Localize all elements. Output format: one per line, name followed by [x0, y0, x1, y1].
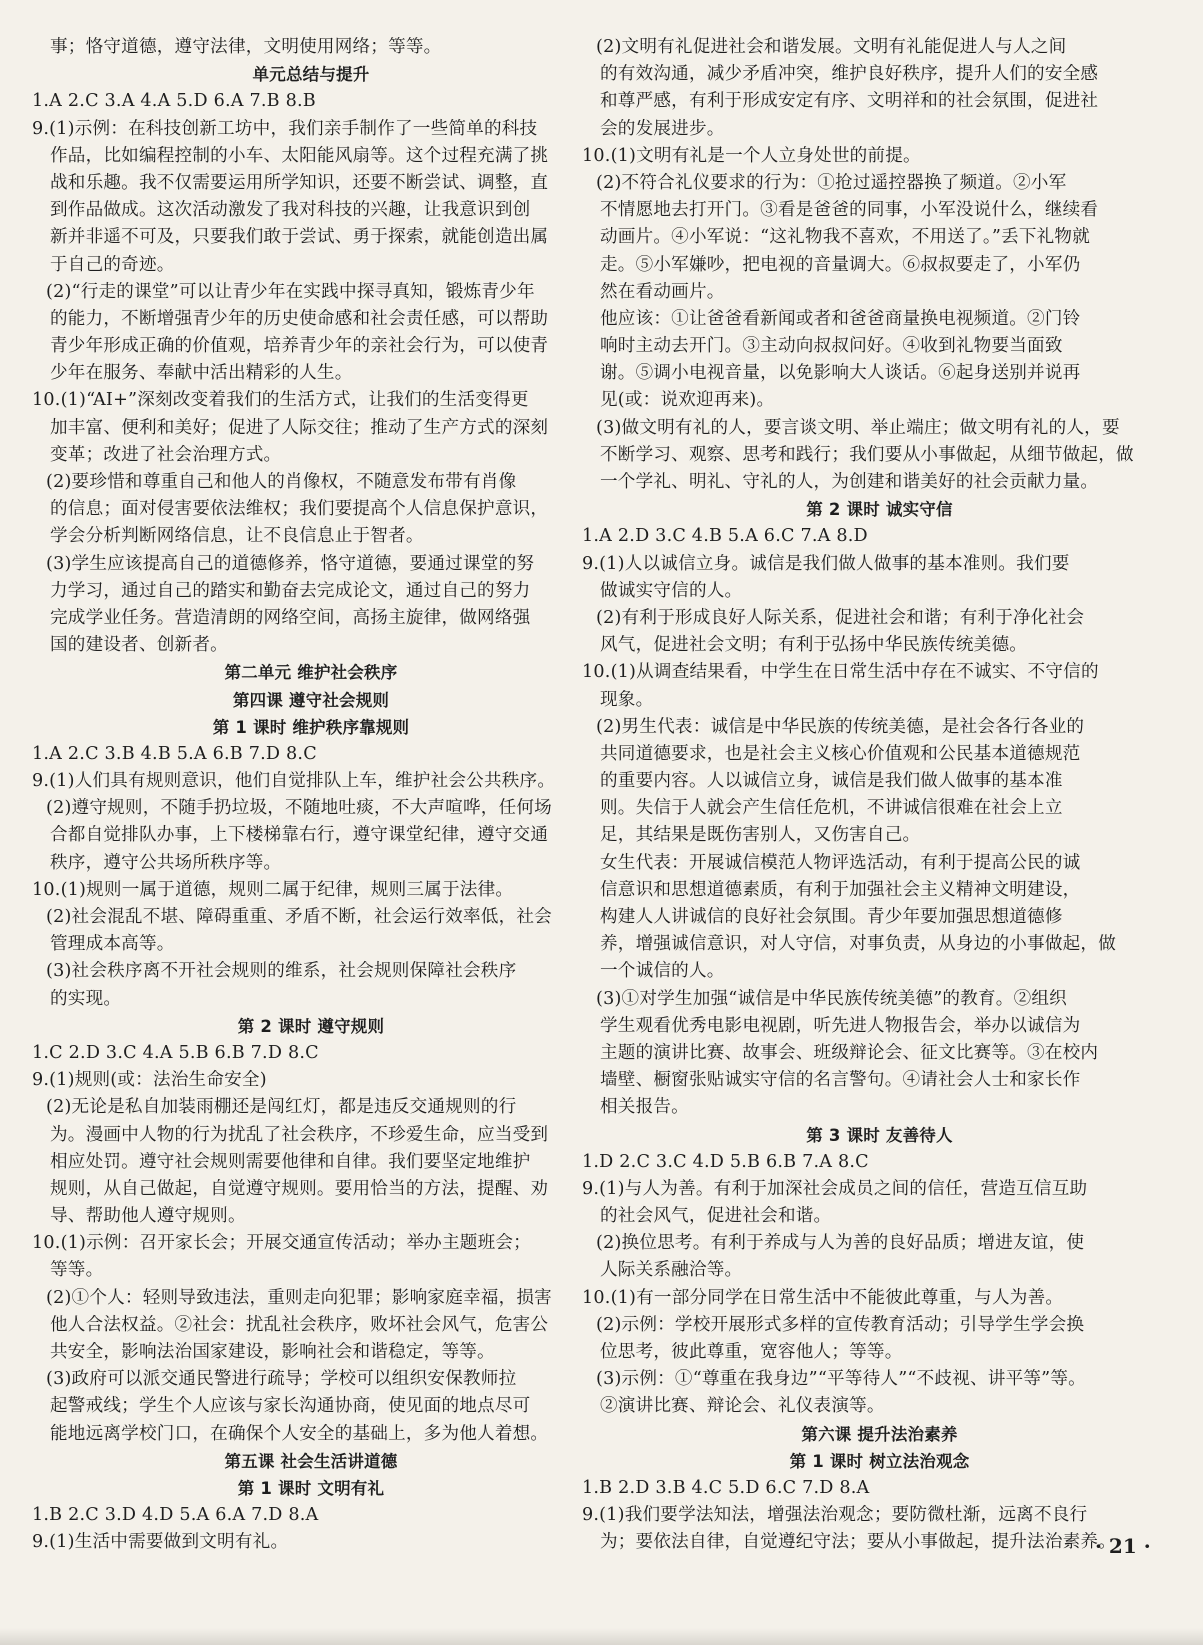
text-line: (2)遵守规则，不随手扔垃圾，不随地吐痰，不大声喧哗，任何场	[46, 798, 552, 819]
section-heading: 第四课 遵守社会规则	[232, 690, 390, 710]
text-line: 为；要依法自律，自觉遵纪守法；要从小事做起，提升法治素养。	[600, 1532, 1117, 1553]
text-line: 完成学业任务。营造清朗的网络空间，高扬主旋律，做网络强	[50, 607, 531, 628]
text-line: 则。失信于人就会产生信任危机，不讲诚信很难在社会上立	[600, 798, 1063, 819]
text-line: 1.D 2.C 3.C 4.D 5.B 6.B 7.A 8.C	[582, 1151, 869, 1172]
text-line: 学会分析判断网络信息，让不良信息止于智者。	[50, 526, 424, 547]
text-line: 1.A 2.C 3.B 4.B 5.A 6.B 7.D 8.C	[32, 743, 317, 764]
section-heading: 第 2 课时 遵守规则	[237, 1016, 385, 1036]
text-line: 新并非遥不可及，只要我们敢于尝试、勇于探索，就能创造出属	[50, 227, 549, 248]
text-line: 谢。⑤调小电视音量，以免影响大人谈话。⑥起身送别并说再	[600, 363, 1081, 384]
text-line: 墙壁、橱窗张贴诚实守信的名言警句。④请社会人士和家长作	[600, 1070, 1081, 1091]
text-line: 风气，促进社会文明；有利于弘扬中华民族传统美德。	[600, 635, 1028, 656]
text-line: 不情愿地去打开门。③看是爸爸的同事，小军没说什么，继续看	[600, 200, 1099, 221]
text-line: ②演讲比赛、辩论会、礼仪表演等。	[600, 1396, 885, 1417]
text-line: 加丰富、便利和美好；促进了人际交往；推动了生产方式的深刻	[50, 417, 549, 438]
text-line: 事；恪守道德，遵守法律，文明使用网络；等等。	[50, 37, 442, 57]
text-line: (3)学生应该提高自己的道德修养，恪守道德，要通过课堂的努	[46, 553, 535, 574]
text-line: (2)“行走的课堂”可以让青少年在实践中探寻真知，锻炼青少年	[46, 281, 535, 302]
text-line: (3)①对学生加强“诚信是中华民族传统美德”的教育。②组织	[596, 988, 1067, 1009]
section-heading: 第 1 课时 文明有礼	[237, 1478, 385, 1498]
text-line: 的社会风气，促进社会和谐。	[600, 1206, 832, 1227]
text-line: 会的发展进步。	[600, 118, 725, 139]
text-line: 9.(1)示例：在科技创新工坊中，我们亲手制作了一些简单的科技	[32, 118, 538, 139]
text-line: 到作品做成。这次活动激发了我对科技的兴趣，让我意识到创	[50, 200, 531, 221]
text-line: 作品，比如编程控制的小车、太阳能风扇等。这个过程充满了挑	[50, 145, 549, 166]
text-line: 动画片。④小军说：“这礼物我不喜欢，不用送了。”丢下礼物就	[600, 227, 1091, 248]
text-line: 起警戒线；学生个人应该与家长沟通协商，使见面的地点尽可	[50, 1396, 531, 1417]
text-line: (2)男生代表：诚信是中华民族的传统美德，是社会各行各业的	[596, 716, 1085, 737]
text-line: 的有效沟通，减少矛盾冲突，维护良好秩序，提升人们的安全感	[600, 64, 1099, 85]
text-line: 响时主动去开门。③主动向叔叔问好。④收到礼物要当面致	[600, 336, 1063, 357]
text-line: 10.(1)从调查结果看，中学生在日常生活中存在不诚实、不守信的	[582, 662, 1099, 683]
text-line: (2)①个人：轻则导致违法，重则走向犯罪；影响家庭幸福，损害	[46, 1287, 552, 1308]
text-line: 管理成本高等。	[50, 934, 175, 955]
text-line: (3)做文明有礼的人，要言谈文明、举止端庄；做文明有礼的人，要	[596, 417, 1120, 438]
text-line: 1.B 2.C 3.D 4.D 5.A 6.A 7.D 8.A	[32, 1505, 319, 1526]
text-line: 见(或：说欢迎再来)。	[600, 390, 775, 411]
text-line: 秩序，遵守公共场所秩序等。	[50, 852, 282, 873]
text-line: (2)无论是私自加装雨棚还是闯红灯，都是违反交通规则的行	[46, 1097, 517, 1118]
text-line: 9.(1)与人为善。有利于加深社会成员之间的信任，营造互信互助	[582, 1178, 1088, 1199]
text-line: 和尊严感，有利于形成安定有序、文明祥和的社会氛围，促进社	[600, 91, 1099, 112]
section-heading: 第 1 课时 树立法治观念	[789, 1451, 970, 1471]
text-line: 的能力，不断增强青少年的历史使命感和社会责任感，可以帮助	[50, 308, 549, 329]
text-line: 相应处罚。遵守社会规则需要他律和自律。我们要坚定地维护	[50, 1151, 531, 1172]
right-column	[582, 34, 1177, 1557]
text-line: 他人合法权益。②社会：扰乱社会秩序，败坏社会风气，危害公	[50, 1314, 549, 1335]
text-line: 1.B 2.D 3.B 4.C 5.D 6.C 7.D 8.A	[582, 1477, 870, 1498]
text-line: 青少年形成正确的价值观，培养青少年的亲社会行为，可以使青	[50, 336, 549, 357]
text-line: 共安全，影响法治国家建设，影响社会和谐稳定，等等。	[50, 1342, 495, 1362]
text-line: 不断学习、观察、思考和践行；我们要从小事做起，从细节做起，做	[600, 444, 1134, 465]
text-line: 10.(1)“AI+”深刻改变着我们的生活方式，让我们的生活变得更	[32, 390, 529, 411]
section-heading: 第二单元 维护社会秩序	[224, 663, 398, 683]
text-line: 然在看动画片。	[600, 281, 725, 302]
text-line: 10.(1)示例：召开家长会；开展交通宣传活动；举办主题班会；	[32, 1233, 531, 1254]
text-line: 共同道德要求，也是社会主义核心价值观和公民基本道德规范	[600, 743, 1081, 764]
text-line: (3)政府可以派交通民警进行疏导；学校可以组织安保教师拉	[46, 1369, 517, 1390]
section-heading: 第 1 课时 维护秩序靠规则	[212, 717, 410, 737]
section-heading: 第五课 社会生活讲道德	[224, 1451, 398, 1471]
text-line: (2)换位思考。有利于养成与人为善的良好品质；增进友谊，使	[596, 1233, 1085, 1254]
text-line: 女生代表：开展诚信模范人物评选活动，有利于提高公民的诚	[600, 852, 1081, 873]
text-line: 战和乐趣。我不仅需要运用所学知识，还要不断尝试、调整，直	[50, 172, 549, 193]
text-line: 9.(1)人以诚信立身。诚信是我们做人做事的基本准则。我们要	[582, 553, 1070, 574]
text-line: 变革；改进了社会治理方式。	[50, 444, 282, 465]
text-line: 1.A 2.C 3.A 4.A 5.D 6.A 7.B 8.B	[32, 91, 316, 112]
text-line: 一个学礼、明礼、守礼的人，为创建和谐美好的社会贡献力量。	[600, 472, 1099, 492]
text-line: (3)示例：①“尊重在我身边”“平等待人”“不歧视、讲平等”等。	[596, 1369, 1086, 1390]
text-line: 的信息；面对侵害要依法维权；我们要提高个人信息保护意识，	[50, 499, 549, 520]
text-line: 走。⑤小军嫌吵，把电视的音量调大。⑥叔叔要走了，小军仍	[600, 254, 1081, 275]
text-line: 的实现。	[50, 988, 122, 1009]
page-number: · 21 ·	[1095, 1534, 1151, 1558]
text-line: (2)示例：学校开展形式多样的宣传教育活动；引导学生学会换	[596, 1314, 1085, 1335]
text-line: 合都自觉排队办事，上下楼梯靠右行，遵守课堂纪律，遵守交通	[50, 825, 549, 846]
text-line: 导、帮助他人遵守规则。	[50, 1206, 246, 1227]
text-line: (2)不符合礼仪要求的行为：①抢过遥控器换了频道。②小军	[596, 172, 1067, 193]
text-line: 的重要内容。人以诚信立身，诚信是我们做人做事的基本准	[600, 771, 1063, 792]
text-line: 10.(1)规则一属于道德，规则二属于纪律，规则三属于法律。	[32, 879, 514, 900]
text-line: 力学习，通过自己的踏实和勤奋去完成论文，通过自己的努力	[50, 580, 531, 601]
text-line: 能地远离学校门口，在确保个人安全的基础上，多为他人着想。	[50, 1423, 549, 1444]
section-heading: 第 3 课时 友善待人	[806, 1125, 953, 1145]
text-line: 10.(1)文明有礼是一个人立身处世的前提。	[582, 145, 921, 166]
text-line: 人际关系融洽等。	[600, 1260, 743, 1281]
text-line: 规则，从自己做起，自觉遵守规则。要用恰当的方法，提醒、劝	[50, 1178, 549, 1199]
text-line: 1.C 2.D 3.C 4.A 5.B 6.B 7.D 8.C	[32, 1042, 319, 1063]
text-line: 学生观看优秀电影电视剧，听先进人物报告会，举办以诚信为	[600, 1015, 1081, 1036]
text-line: 10.(1)有一部分同学在日常生活中不能彼此尊重，与人为善。	[582, 1287, 1064, 1308]
text-line: 足，其结果是既伤害别人，又伤害自己。	[600, 825, 921, 846]
text-line: 信意识和思想道德素质，有利于加强社会主义精神文明建设，	[600, 879, 1081, 900]
text-line: 现象。	[600, 689, 654, 710]
text-line: 一个诚信的人。	[600, 961, 725, 982]
text-line: 相关报告。	[600, 1097, 689, 1118]
section-heading: 第 2 课时 诚实守信	[806, 500, 953, 520]
page-bottom-edge	[0, 1628, 1203, 1645]
text-line: (2)社会混乱不堪、障碍重重、矛盾不断，社会运行效率低，社会	[46, 907, 552, 927]
text-line: 他应该：①让爸爸看新闻或者和爸爸商量换电视频道。②门铃	[600, 308, 1081, 329]
left-column	[32, 34, 590, 1557]
text-line: 9.(1)生活中需要做到文明有礼。	[32, 1532, 289, 1553]
text-line: 构建人人讲诚信的良好社会氛围。青少年要加强思想道德修	[600, 907, 1063, 927]
text-line: 少年在服务、奉献中活出精彩的人生。	[50, 363, 353, 384]
text-line: 为。漫画中人物的行为扰乱了社会秩序，不珍爱生命，应当受到	[50, 1124, 549, 1145]
text-line: 养，增强诚信意识，对人守信，对事负责，从身边的小事做起，做	[600, 934, 1117, 955]
text-line: 于自己的奇迹。	[50, 254, 175, 275]
text-line: 1.A 2.D 3.C 4.B 5.A 6.C 7.A 8.D	[582, 526, 868, 547]
text-line: (2)有利于形成良好人际关系，促进社会和谐；有利于净化社会	[596, 607, 1085, 628]
section-heading: 第六课 提升法治素养	[801, 1424, 958, 1444]
text-line: 等等。	[50, 1260, 104, 1281]
text-line: 做诚实守信的人。	[600, 580, 743, 601]
text-line: 主题的演讲比赛、故事会、班级辩论会、征文比赛等。③在校内	[600, 1042, 1099, 1063]
text-line: 9.(1)我们要学法知法，增强法治观念；要防微杜渐，远离不良行	[582, 1505, 1088, 1526]
text-line: 位思考，彼此尊重，宽容他人；等等。	[600, 1342, 903, 1362]
text-line: 国的建设者、创新者。	[50, 635, 228, 656]
text-line: (2)文明有礼促进社会和谐发展。文明有礼能促进人与人之间	[596, 37, 1067, 57]
text-line: 9.(1)人们具有规则意识，他们自觉排队上车，维护社会公共秩序。	[32, 771, 556, 792]
text-line: (3)社会秩序离不开社会规则的维系，社会规则保障社会秩序	[46, 961, 517, 982]
section-heading: 单元总结与提升	[252, 65, 370, 85]
text-line: 9.(1)规则(或：法治生命安全)	[32, 1070, 267, 1091]
text-line: (2)要珍惜和尊重自己和他人的肖像权，不随意发布带有肖像	[46, 472, 517, 492]
